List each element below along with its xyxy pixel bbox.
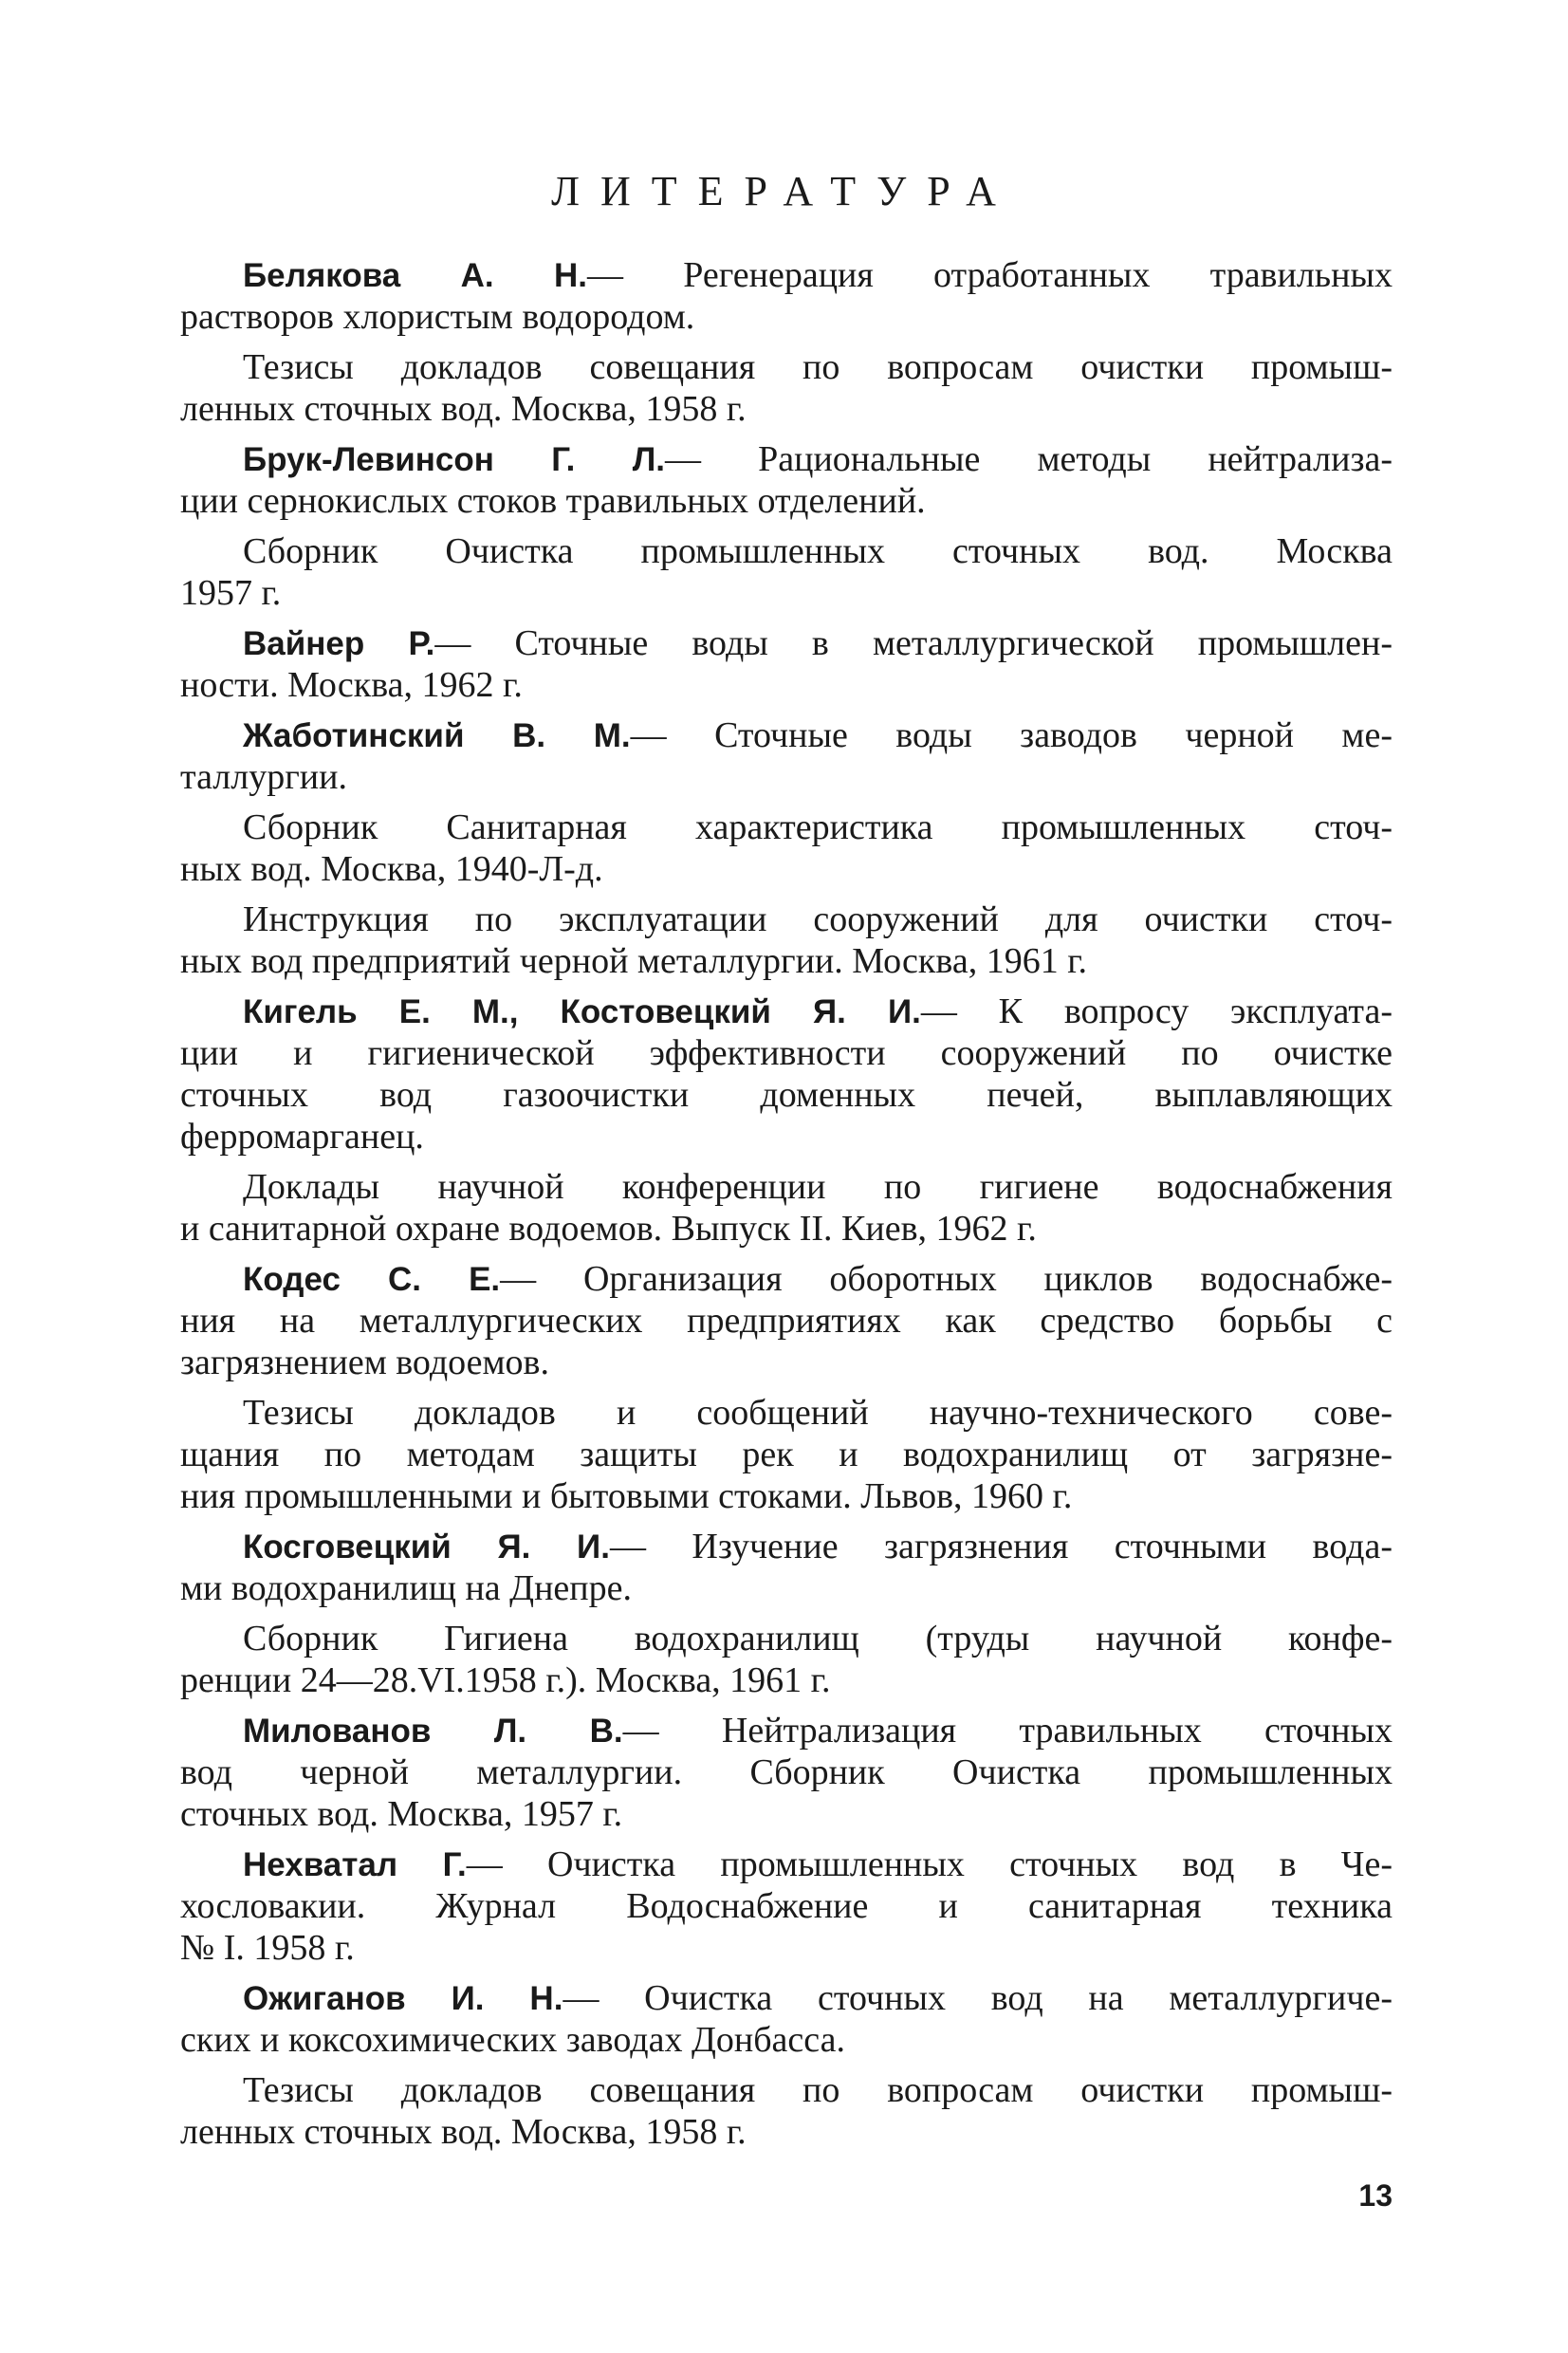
reference-line	[180, 899, 1393, 940]
reference-entry	[180, 1258, 1393, 1383]
reference-text: ности. Москва, 1962 г.	[180, 665, 523, 705]
reference-text: — К вопросу эксплуата-	[920, 991, 1393, 1031]
reference-line	[180, 991, 1393, 1032]
reference-line	[180, 714, 1393, 756]
reference-text: сточных вод газоочистки доменных печей, выплавляющих	[180, 1075, 1393, 1115]
reference-text: ных вод. Москва, 1940-Л-д.	[180, 849, 603, 889]
reference-author: Ожиганов И. Н.	[243, 1980, 563, 2017]
reference-text: Тезисы докладов совещания по вопросам очистки промыш-	[243, 347, 1393, 387]
reference-line	[180, 1032, 1393, 1074]
reference-line	[180, 1342, 1393, 1383]
reference-text: ния промышленными и бытовыми стоками. Львов, 1960 г.	[180, 1476, 1073, 1516]
reference-line	[180, 254, 1393, 296]
reference-line	[180, 530, 1393, 572]
reference-line	[180, 1074, 1393, 1116]
reference-text: и санитарной охране водоемов. Выпуск II. Киев, 1962 г.	[180, 1209, 1037, 1249]
reference-list	[180, 254, 1393, 2161]
reference-text: вод черной металлургии. Сборник Очистка промышленных	[180, 1752, 1393, 1792]
reference-text: растворов хлористым водородом.	[180, 297, 695, 337]
reference-author: Нехватал Г.	[243, 1846, 467, 1883]
reference-author: Кигель Е. М., Костовецкий Я. И.	[243, 993, 921, 1030]
reference-text: сточных вод. Москва, 1957 г.	[180, 1794, 623, 1834]
reference-line	[180, 1618, 1393, 1659]
reference-entry	[180, 254, 1393, 338]
reference-line	[180, 438, 1393, 480]
reference-line	[180, 1843, 1393, 1885]
reference-entry	[180, 622, 1393, 706]
reference-text: Сборник Очистка промышленных сточных вод. Москва	[243, 531, 1393, 571]
reference-text: ленных сточных вод. Москва, 1958 г.	[180, 389, 747, 429]
reference-text: ных вод предприятий черной металлургии. Москва, 1961 г.	[180, 941, 1087, 981]
reference-line	[180, 848, 1393, 890]
reference-line	[180, 1885, 1393, 1927]
reference-line	[180, 1300, 1393, 1342]
reference-text: Тезисы докладов и сообщений научно-технического сове-	[243, 1393, 1393, 1433]
reference-entry	[180, 1166, 1393, 1250]
reference-entry	[180, 899, 1393, 982]
reference-author: Белякова А. Н.	[243, 257, 588, 294]
reference-line	[180, 664, 1393, 706]
reference-text: загрязнением водоемов.	[180, 1343, 549, 1382]
reference-text: Инструкция по эксплуатации сооружений для очистки сточ-	[243, 899, 1393, 939]
reference-text: щания по методам защиты рек и водохранилищ от загрязне-	[180, 1435, 1393, 1474]
reference-text: ции сернокислых стоков травильных отделений.	[180, 481, 926, 521]
reference-text: — Сточные воды заводов черной ме-	[630, 715, 1393, 755]
reference-line	[180, 806, 1393, 848]
reference-text: 1957 г.	[180, 573, 282, 613]
reference-text: — Очистка промышленных сточных вод в Че-	[466, 1844, 1393, 1884]
reference-author: Вайнер Р.	[243, 625, 435, 662]
reference-entry	[180, 346, 1393, 430]
reference-text: ренции 24—28.VI.1958 г.). Москва, 1961 г.	[180, 1660, 831, 1700]
reference-line	[180, 2111, 1393, 2153]
reference-author: Милованов Л. В.	[243, 1713, 623, 1750]
reference-text: — Организация оборотных циклов водоснабже-	[500, 1259, 1393, 1299]
reference-entry	[180, 714, 1393, 798]
reference-text: таллургии.	[180, 757, 347, 797]
reference-line	[180, 622, 1393, 664]
reference-line	[180, 940, 1393, 982]
reference-line	[180, 1659, 1393, 1701]
reference-entry	[180, 1618, 1393, 1701]
reference-line	[180, 1116, 1393, 1158]
reference-text: ских и коксохимических заводах Донбасса.	[180, 2020, 845, 2060]
reference-line	[180, 1927, 1393, 1969]
reference-text: — Рациональные методы нейтрализа-	[665, 439, 1393, 479]
reference-entry	[180, 1843, 1393, 1969]
reference-author: Брук-Левинсон Г. Л.	[243, 441, 666, 478]
reference-text: ми водохранилищ на Днепре.	[180, 1568, 632, 1608]
reference-entry	[180, 438, 1393, 522]
reference-entry	[180, 2069, 1393, 2153]
reference-author: Кодес С. Е.	[243, 1261, 501, 1298]
reference-text: — Очистка сточных вод на металлургиче-	[563, 1978, 1393, 2018]
reference-text: ферромарганец.	[180, 1117, 424, 1157]
reference-line	[180, 1710, 1393, 1751]
reference-line	[180, 1751, 1393, 1793]
reference-text: Сборник Санитарная характеристика промышленных сточ-	[243, 807, 1393, 847]
reference-text: — Нейтрализация травильных сточных	[622, 1711, 1393, 1751]
reference-entry	[180, 1977, 1393, 2061]
reference-line	[180, 346, 1393, 388]
reference-line	[180, 1567, 1393, 1609]
page-title: ЛИТЕРАТУРА	[551, 168, 1017, 214]
reference-entry	[180, 991, 1393, 1158]
reference-text: Доклады научной конференции по гигиене водоснабжения	[243, 1167, 1393, 1207]
reference-text: ленных сточных вод. Москва, 1958 г.	[180, 2112, 747, 2152]
reference-line	[180, 480, 1393, 522]
reference-entry	[180, 1710, 1393, 1835]
reference-text: — Регенерация отработанных травильных	[587, 255, 1393, 295]
reference-entry	[180, 530, 1393, 614]
reference-line	[180, 1258, 1393, 1300]
reference-text: ции и гигиенической эффективности сооружений по очистке	[180, 1033, 1393, 1073]
reference-line	[180, 756, 1393, 798]
reference-line	[180, 572, 1393, 614]
reference-line	[180, 388, 1393, 430]
reference-line	[180, 2019, 1393, 2061]
reference-line	[180, 1392, 1393, 1434]
reference-text: — Сточные воды в металлургической промышлен-	[434, 623, 1393, 663]
reference-line	[180, 2069, 1393, 2111]
reference-line	[180, 1434, 1393, 1475]
reference-author: Косговецкий Я. И.	[243, 1529, 610, 1566]
reference-line	[180, 296, 1393, 338]
reference-entry	[180, 806, 1393, 890]
reference-line	[180, 1526, 1393, 1567]
reference-line	[180, 1977, 1393, 2019]
reference-text: Сборник Гигиена водохранилищ (труды научной конфе-	[243, 1619, 1393, 1658]
reference-line	[180, 1166, 1393, 1208]
reference-text: — Изучение загрязнения сточными вода-	[609, 1527, 1393, 1566]
reference-text: № I. 1958 г.	[180, 1928, 355, 1968]
reference-line	[180, 1208, 1393, 1250]
reference-line	[180, 1475, 1393, 1517]
reference-line	[180, 1793, 1393, 1835]
reference-entry	[180, 1392, 1393, 1517]
reference-text: Тезисы докладов совещания по вопросам очистки промыш-	[243, 2070, 1393, 2110]
reference-text: хословакии. Журнал Водоснабжение и санитарная техника	[180, 1886, 1393, 1926]
page-number: 13	[1358, 2178, 1393, 2213]
reference-text: ния на металлургических предприятиях как средство борьбы с	[180, 1301, 1393, 1341]
reference-author: Жаботинский В. М.	[243, 717, 631, 754]
reference-entry	[180, 1526, 1393, 1609]
